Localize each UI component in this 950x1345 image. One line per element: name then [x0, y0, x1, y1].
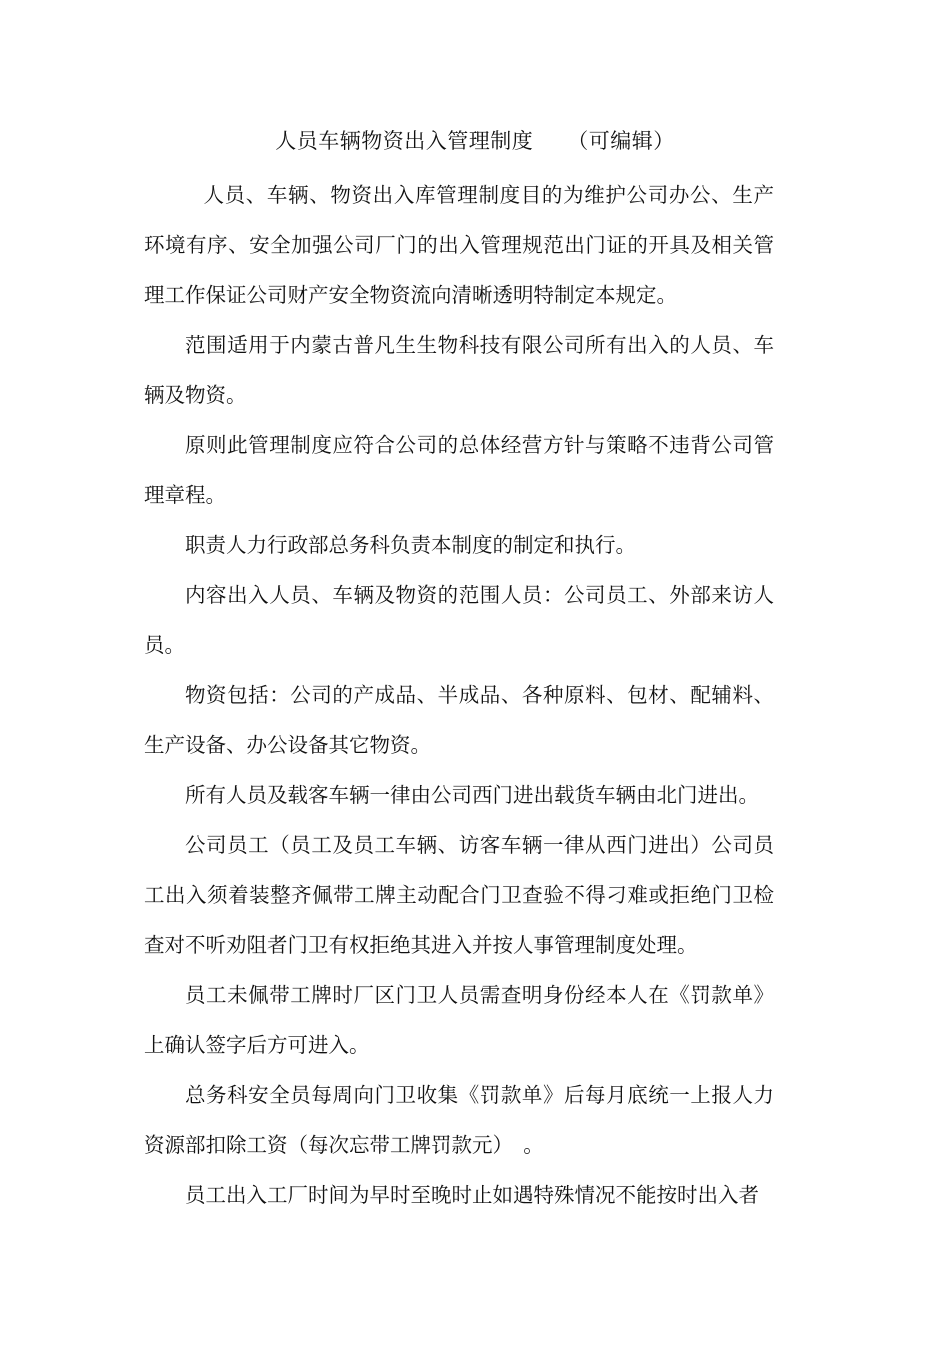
paragraph-scope: 范围适用于内蒙古普凡生生物科技有限公司所有出入的人员、车辆及物资。 [144, 333, 774, 407]
document-title [0, 124, 950, 158]
paragraph-entry-hours: 员工出入工厂时间为早时至晚时止如遇特殊情况不能按时出入者 [185, 1183, 759, 1207]
paragraph-responsibility: 职责人力行政部总务科负责本制度的制定和执行。 [185, 533, 636, 557]
document-body [144, 170, 774, 1220]
paragraph-badge-missing: 员工未佩带工牌时厂区门卫人员需查明身份经本人在《罚款单》上确认签字后方可进入。 [144, 983, 774, 1057]
title-main: 人员车辆物资出入管理制度 [275, 129, 534, 153]
paragraph-employee-entry: 公司员工（员工及员工车辆、访客车辆一律从西门进出）公司员工出入须着装整齐佩带工牌主动配合门卫查验不得刁难或拒绝门卫检查对不听劝阻者门卫有权拒绝其进入并按人事管理制度处理。 [144, 833, 774, 957]
paragraph-materials: 物资包括：公司的产成品、半成品、各种原料、包材、配辅料、生产设备、办公设备其它物资。 [144, 683, 774, 757]
paragraph-principle: 原则此管理制度应符合公司的总体经营方针与策略不违背公司管理章程。 [144, 433, 774, 507]
paragraph-content-personnel: 内容出入人员、车辆及物资的范围人员：公司员工、外部来访人员。 [144, 583, 774, 657]
paragraph-gates: 所有人员及载客车辆一律由公司西门进出载货车辆由北门进出。 [185, 783, 759, 807]
paragraph-fine-reporting: 总务科安全员每周向门卫收集《罚款单》后每月底统一上报人力资源部扣除工资（每次忘带工牌罚款元） 。 [144, 1083, 774, 1157]
paragraph-purpose: 人员、车辆、物资出入库管理制度目的为维护公司办公、生产环境有序、安全加强公司厂门的出入管理规范出门证的开具及相关管理工作保证公司财产安全物资流向清晰透明特制定本规定。 [144, 183, 774, 307]
title-suffix: （可编辑） [567, 129, 675, 153]
